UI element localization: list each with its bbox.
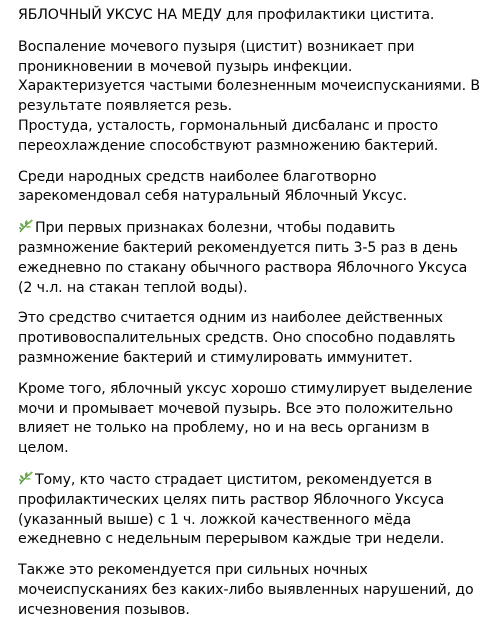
paragraph-effect: Это средство считается одним из наиболее действенных противовоспалительных средств. Оно способно подавлять размножение бактерий и стимулировать иммунитет. — [18, 310, 456, 366]
paragraph-night: Также это рекомендуется при сильных ночных мочеиспусканиях без каких-либо выявленных нарушений, до исчезновения позывов. — [18, 562, 474, 618]
paragraph-diuretic: Кроме того, яблочный уксус хорошо стимулирует выделение мочи и промывает мочевой пузырь. Все это положительно влияет не только на проблему, но и на весь организм в целом. — [18, 380, 473, 457]
post-title: ЯБЛОЧНЫЙ УКСУС НА МЕДУ для профилактики цистита. — [18, 7, 435, 23]
paragraph-intro — [18, 38, 482, 157]
paragraph-remedy: Среди народных средств наиболее благотворно зарекомендовал себя натуральный Яблочный Уксус. — [18, 168, 407, 205]
herb-icon — [18, 218, 34, 234]
herb-icon — [18, 470, 34, 486]
paragraph-dosage — [18, 218, 482, 298]
paragraph-prevention-text: Тому, кто часто страдает циститом, рекомендуется в профилактических целях пить раствор Яблочного Уксуса (указанный выше) с 1 ч. ложкой качественного мёда ежедневно с недельным перерывом каждые три недели. — [18, 471, 445, 548]
paragraph-prevention — [18, 470, 482, 550]
paragraph-dosage-text: При первых признаках болезни, чтобы подавить размножение бактерий рекомендуется пить 3-5 раз в день ежедневно по стакану обычного раствора Яблочного Уксуса (2 ч.л. на стакан теплой воды). — [18, 220, 468, 296]
paragraph-intro-text: Воспаление мочевого пузыря (цистит) возникает при проникновении в мочевой пузырь инфекции. Характеризуется частыми болезненным мочеиспусканиями. В результате появляется резь. — [18, 38, 480, 115]
paragraph-intro-causes: Простуда, усталость, гормональный дисбаланс и просто переохлаждение способствуют размножению бактерий. — [18, 117, 439, 154]
post-body — [18, 6, 482, 632]
